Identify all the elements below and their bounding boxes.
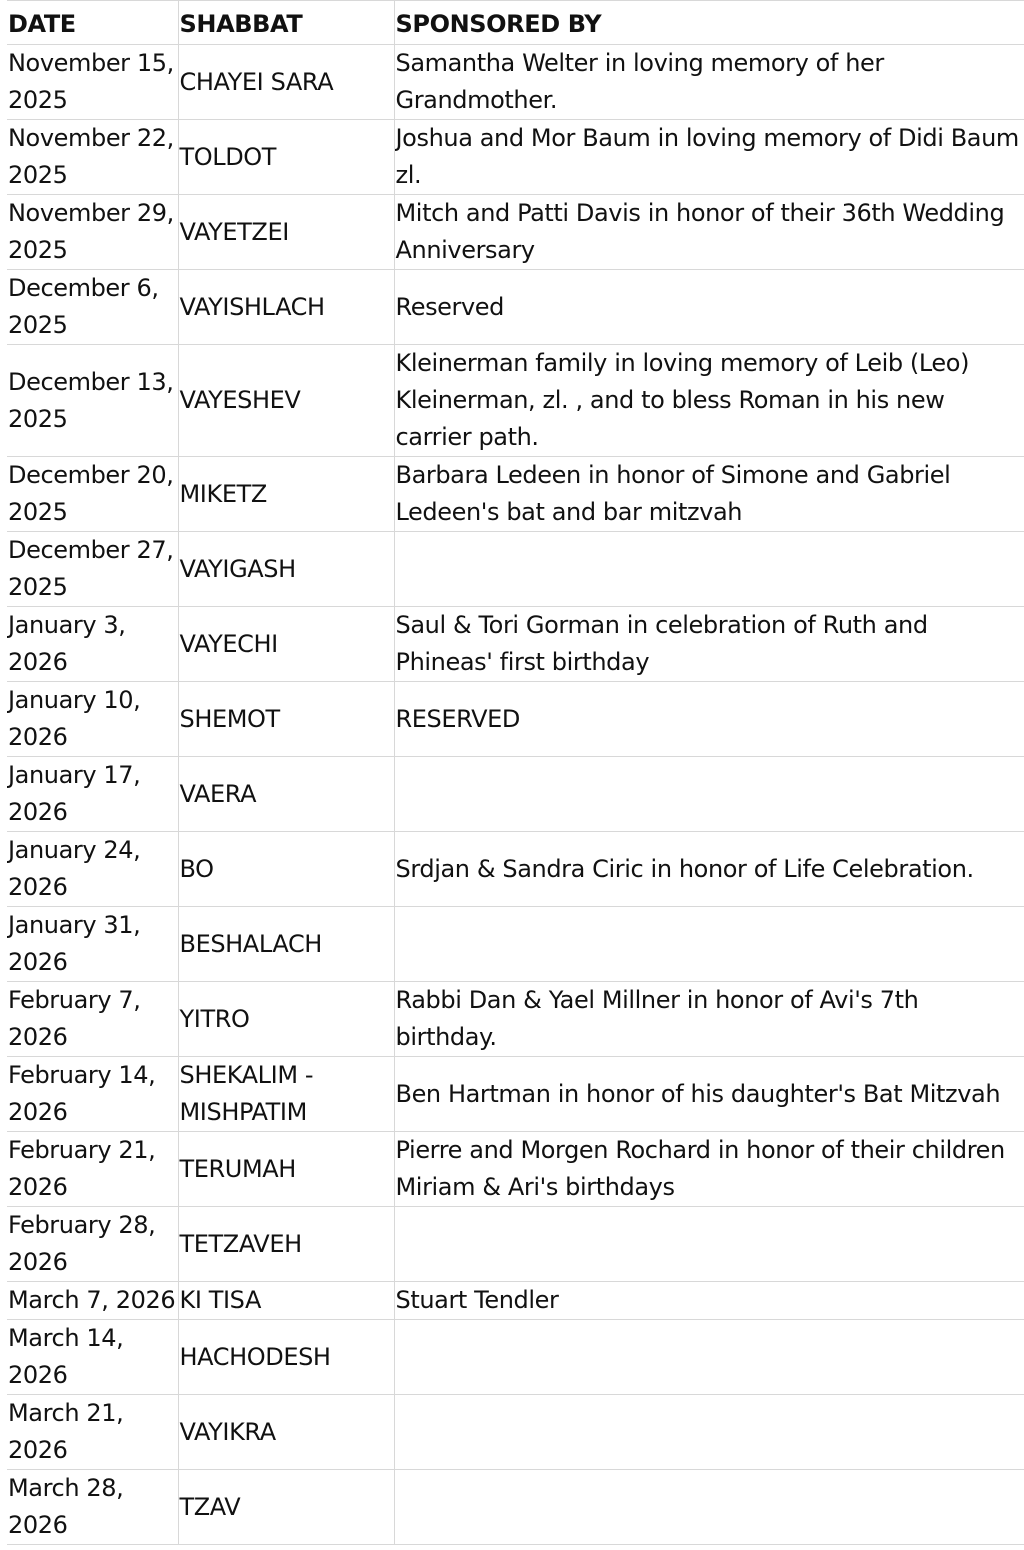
date-cell: February 28, 2026 (7, 1207, 178, 1282)
date-cell: January 31, 2026 (7, 907, 178, 982)
table-header (7, 1, 1024, 45)
shabbat-cell: TZAV (178, 1470, 394, 1545)
table-row (7, 682, 1024, 757)
shabbat-cell: VAERA (178, 757, 394, 832)
sponsorship-schedule (7, 0, 1024, 1550)
sponsor-cell (394, 532, 1024, 607)
date-cell: December 20, 2025 (7, 457, 178, 532)
shabbat-cell: VAYIGASH (178, 532, 394, 607)
header-row (7, 1, 1024, 45)
sponsor-cell: RESERVED (394, 682, 1024, 757)
sponsor-cell (394, 1395, 1024, 1470)
shabbat-cell: VAYETZEI (178, 195, 394, 270)
date-cell: November 22, 2025 (7, 120, 178, 195)
table-row (7, 195, 1024, 270)
date-cell: January 17, 2026 (7, 757, 178, 832)
shabbat-column-header: SHABBAT (178, 1, 394, 45)
date-cell: March 7, 2026 (7, 1282, 178, 1320)
shabbat-cell: HACHODESH (178, 1320, 394, 1395)
table-row (7, 1470, 1024, 1545)
table-row (7, 607, 1024, 682)
sponsor-cell (394, 1320, 1024, 1395)
shabbat-cell: VAYIKRA (178, 1395, 394, 1470)
table-row (7, 982, 1024, 1057)
table-row (7, 1320, 1024, 1395)
date-cell: November 29, 2025 (7, 195, 178, 270)
sponsor-cell: Reserved (394, 270, 1024, 345)
date-cell: February 7, 2026 (7, 982, 178, 1057)
table-row (7, 270, 1024, 345)
sponsor-cell: Barbara Ledeen in honor of Simone and Gabriel Ledeen's bat and bar mitzvah (394, 457, 1024, 532)
sponsor-cell: Samantha Welter in loving memory of her Grandmother. (394, 45, 1024, 120)
table-row (7, 532, 1024, 607)
date-cell: January 10, 2026 (7, 682, 178, 757)
table-row (7, 1207, 1024, 1282)
date-cell: February 14, 2026 (7, 1057, 178, 1132)
table-row (7, 757, 1024, 832)
sponsor-cell: Saul & Tori Gorman in celebration of Ruth and Phineas' first birthday (394, 607, 1024, 682)
table-row (7, 907, 1024, 982)
shabbat-cell: BO (178, 832, 394, 907)
sponsor-cell: Kleinerman family in loving memory of Leib (Leo) Kleinerman, zl. , and to bless Roman in his new carrier path. (394, 345, 1024, 457)
sponsor-cell (394, 757, 1024, 832)
sponsor-cell: Mitch and Patti Davis in honor of their 36th Wedding Anniversary (394, 195, 1024, 270)
table-row (7, 120, 1024, 195)
table-row (7, 1132, 1024, 1207)
shabbat-cell: TOLDOT (178, 120, 394, 195)
shabbat-cell: SHEMOT (178, 682, 394, 757)
shabbat-cell: VAYESHEV (178, 345, 394, 457)
shabbat-cell: TERUMAH (178, 1132, 394, 1207)
table-row (7, 1057, 1024, 1132)
sponsorship-table (7, 0, 1024, 1545)
date-cell: December 6, 2025 (7, 270, 178, 345)
date-cell: March 21, 2026 (7, 1395, 178, 1470)
table-row (7, 1282, 1024, 1320)
shabbat-cell: VAYECHI (178, 607, 394, 682)
table-row (7, 457, 1024, 532)
shabbat-cell: VAYISHLACH (178, 270, 394, 345)
date-column-header: DATE (7, 1, 178, 45)
shabbat-cell: MIKETZ (178, 457, 394, 532)
sponsor-cell: Joshua and Mor Baum in loving memory of Didi Baum zl. (394, 120, 1024, 195)
date-cell: March 14, 2026 (7, 1320, 178, 1395)
date-cell: December 13, 2025 (7, 345, 178, 457)
table-row (7, 1395, 1024, 1470)
shabbat-cell: KI TISA (178, 1282, 394, 1320)
sponsored-by-column-header: SPONSORED BY (394, 1, 1024, 45)
date-cell: March 28, 2026 (7, 1470, 178, 1545)
date-cell: January 24, 2026 (7, 832, 178, 907)
sponsor-cell (394, 1470, 1024, 1545)
table-row (7, 832, 1024, 907)
shabbat-cell: TETZAVEH (178, 1207, 394, 1282)
date-cell: February 21, 2026 (7, 1132, 178, 1207)
sponsor-cell: Ben Hartman in honor of his daughter's Bat Mitzvah (394, 1057, 1024, 1132)
sponsor-cell (394, 1207, 1024, 1282)
sponsor-cell: Srdjan & Sandra Ciric in honor of Life Celebration. (394, 832, 1024, 907)
table-row (7, 45, 1024, 120)
table-row (7, 345, 1024, 457)
date-cell: January 3, 2026 (7, 607, 178, 682)
table-body (7, 45, 1024, 1545)
shabbat-cell: CHAYEI SARA (178, 45, 394, 120)
date-cell: December 27, 2025 (7, 532, 178, 607)
date-cell: November 15, 2025 (7, 45, 178, 120)
sponsor-cell (394, 907, 1024, 982)
sponsor-cell: Pierre and Morgen Rochard in honor of their children Miriam & Ari's birthdays (394, 1132, 1024, 1207)
sponsor-cell: Stuart Tendler (394, 1282, 1024, 1320)
shabbat-cell: BESHALACH (178, 907, 394, 982)
sponsor-cell: Rabbi Dan & Yael Millner in honor of Avi's 7th birthday. (394, 982, 1024, 1057)
shabbat-cell: SHEKALIM - MISHPATIM (178, 1057, 394, 1132)
shabbat-cell: YITRO (178, 982, 394, 1057)
